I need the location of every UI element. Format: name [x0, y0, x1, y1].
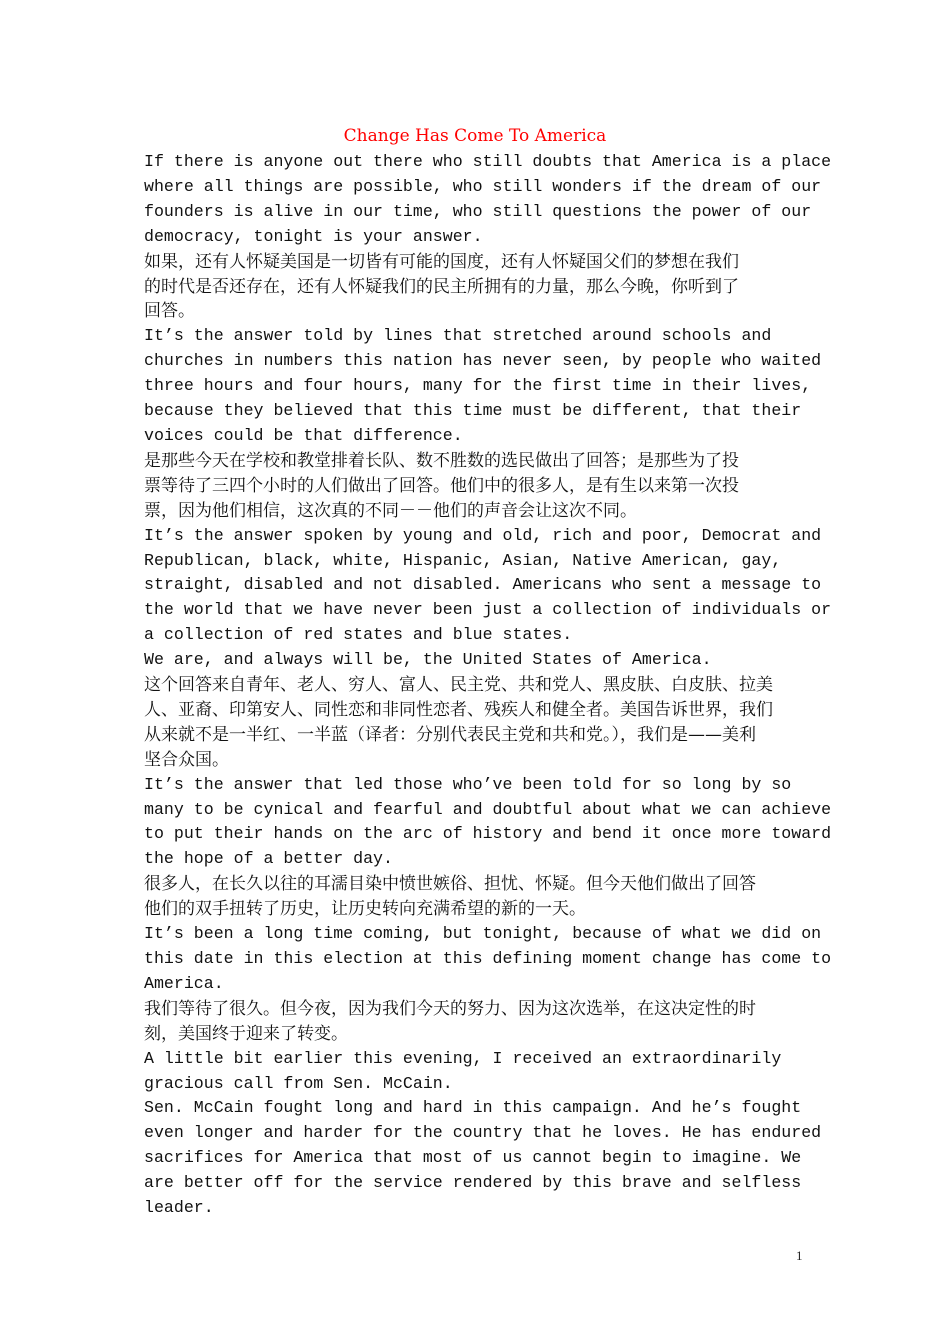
paragraph-english — [144, 324, 822, 449]
text-line: 人、亚裔、印第安人、同性恋和非同性恋者、残疾人和健全者。美国告诉世界，我们 — [144, 699, 773, 720]
text-line: 的时代是否还存在，还有人怀疑我们的民主所拥有的力量，那么今晚，你听到了 — [144, 276, 739, 297]
text-line: gracious call from Sen. McCain. — [144, 1073, 453, 1093]
text-line: sacrifices for America that most of us cannot begin to imagine. We — [144, 1148, 802, 1168]
text-line: the world that we have never been just a collection of individuals or — [144, 600, 832, 620]
paragraph-chinese — [144, 250, 808, 325]
text-line: 很多人，在长久以往的耳濡目染中愤世嫉俗、担忧、怀疑。但今天他们做出了回答 — [144, 874, 756, 895]
text-line: A little bit earlier this evening, I received an extraordinarily — [144, 1048, 782, 1068]
text-line: It’s the answer that led those who’ve been told for so long by so — [144, 774, 792, 794]
paragraph-english — [144, 150, 832, 250]
paragraph-chinese — [144, 997, 808, 1047]
text-line: It’s the answer spoken by young and old, rich and poor, Democrat and — [144, 525, 822, 545]
paragraph-english — [144, 1047, 822, 1221]
text-line: 回答。 — [144, 301, 195, 322]
text-line: 坚合众国。 — [144, 749, 229, 770]
text-line: 票等待了三四个小时的人们做出了回答。他们中的很多人，是有生以来第一次投 — [144, 475, 739, 496]
text-line: Sen. McCain fought long and hard in this campaign. And he’s fought — [144, 1098, 802, 1118]
paragraph-english — [144, 922, 832, 997]
document-title: Change Has Come To America — [343, 126, 607, 146]
text-line: leader. — [144, 1198, 214, 1218]
text-line: If there is anyone out there who still doubts that America is a place — [144, 152, 832, 171]
text-line: this date in this election at this defining moment change has come to — [144, 949, 832, 968]
text-line: 是那些今天在学校和教堂排着长队、数不胜数的选民做出了回答；是那些为了投 — [144, 450, 739, 471]
text-line: Republican, black, white, Hispanic, Asian, Native American, gay, — [144, 550, 782, 570]
text-line: democracy, tonight is your answer. — [144, 226, 483, 246]
paragraph-chinese — [144, 872, 808, 922]
text-line: voices could be that difference. — [144, 425, 463, 445]
text-line: founders is alive in our time, who still questions the power of our — [144, 201, 812, 221]
text-line: We are, and always will be, the United States of America. — [144, 650, 712, 670]
text-line: are better off for the service rendered by this brave and selfless — [144, 1173, 802, 1193]
paragraph-chinese — [144, 673, 808, 773]
text-line: because they believed that this time must be different, that their — [144, 401, 802, 421]
text-line: many to be cynical and fearful and doubtful about what we can achieve — [144, 799, 832, 819]
text-line: to put their hands on the arc of history and bend it once more toward — [144, 824, 832, 844]
text-line: the hope of a better day. — [144, 849, 393, 869]
text-line: three hours and four hours, many for the first time in their lives, — [144, 376, 812, 396]
text-line: America. — [144, 973, 224, 993]
text-line: 他们的双手扭转了历史，让历史转向充满希望的新的一天。 — [144, 899, 586, 920]
text-line: 从来就不是一半红、一半蓝（译者：分别代表民主党和共和党。），我们是——美利 — [144, 724, 756, 745]
text-line: It’s been a long time coming, but tonight, because of what we did on — [144, 924, 822, 944]
text-line: 我们等待了很久。但今夜，因为我们今天的努力、因为这次选举，在这决定性的时 — [144, 998, 756, 1019]
paragraph-chinese — [144, 449, 808, 524]
text-line: 刻，美国终于迎来了转变。 — [144, 1023, 348, 1044]
text-line: even longer and harder for the country that he loves. He has endured — [144, 1123, 822, 1143]
paragraph-english — [144, 773, 832, 873]
text-line: churches in numbers this nation has never seen, by people who waited — [144, 351, 822, 371]
text-line: 票，因为他们相信，这次真的不同－－他们的声音会让这次不同。 — [144, 500, 637, 521]
text-line: where all things are possible, who still wonders if the dream of our — [144, 176, 822, 196]
text-line: It’s the answer told by lines that stretched around schools and — [144, 326, 772, 346]
text-line: straight, disabled and not disabled. Americans who sent a message to — [144, 575, 822, 595]
document-body — [144, 150, 832, 1221]
text-line: a collection of red states and blue states. — [144, 625, 573, 645]
text-line: 这个回答来自青年、老人、穷人、富人、民主党、共和党人、黑皮肤、白皮肤、拉美 — [144, 675, 773, 696]
paragraph-english — [144, 524, 832, 673]
text-line: 如果，还有人怀疑美国是一切皆有可能的国度，还有人怀疑国父们的梦想在我们 — [144, 251, 739, 272]
page-number: 1 — [796, 1248, 803, 1263]
